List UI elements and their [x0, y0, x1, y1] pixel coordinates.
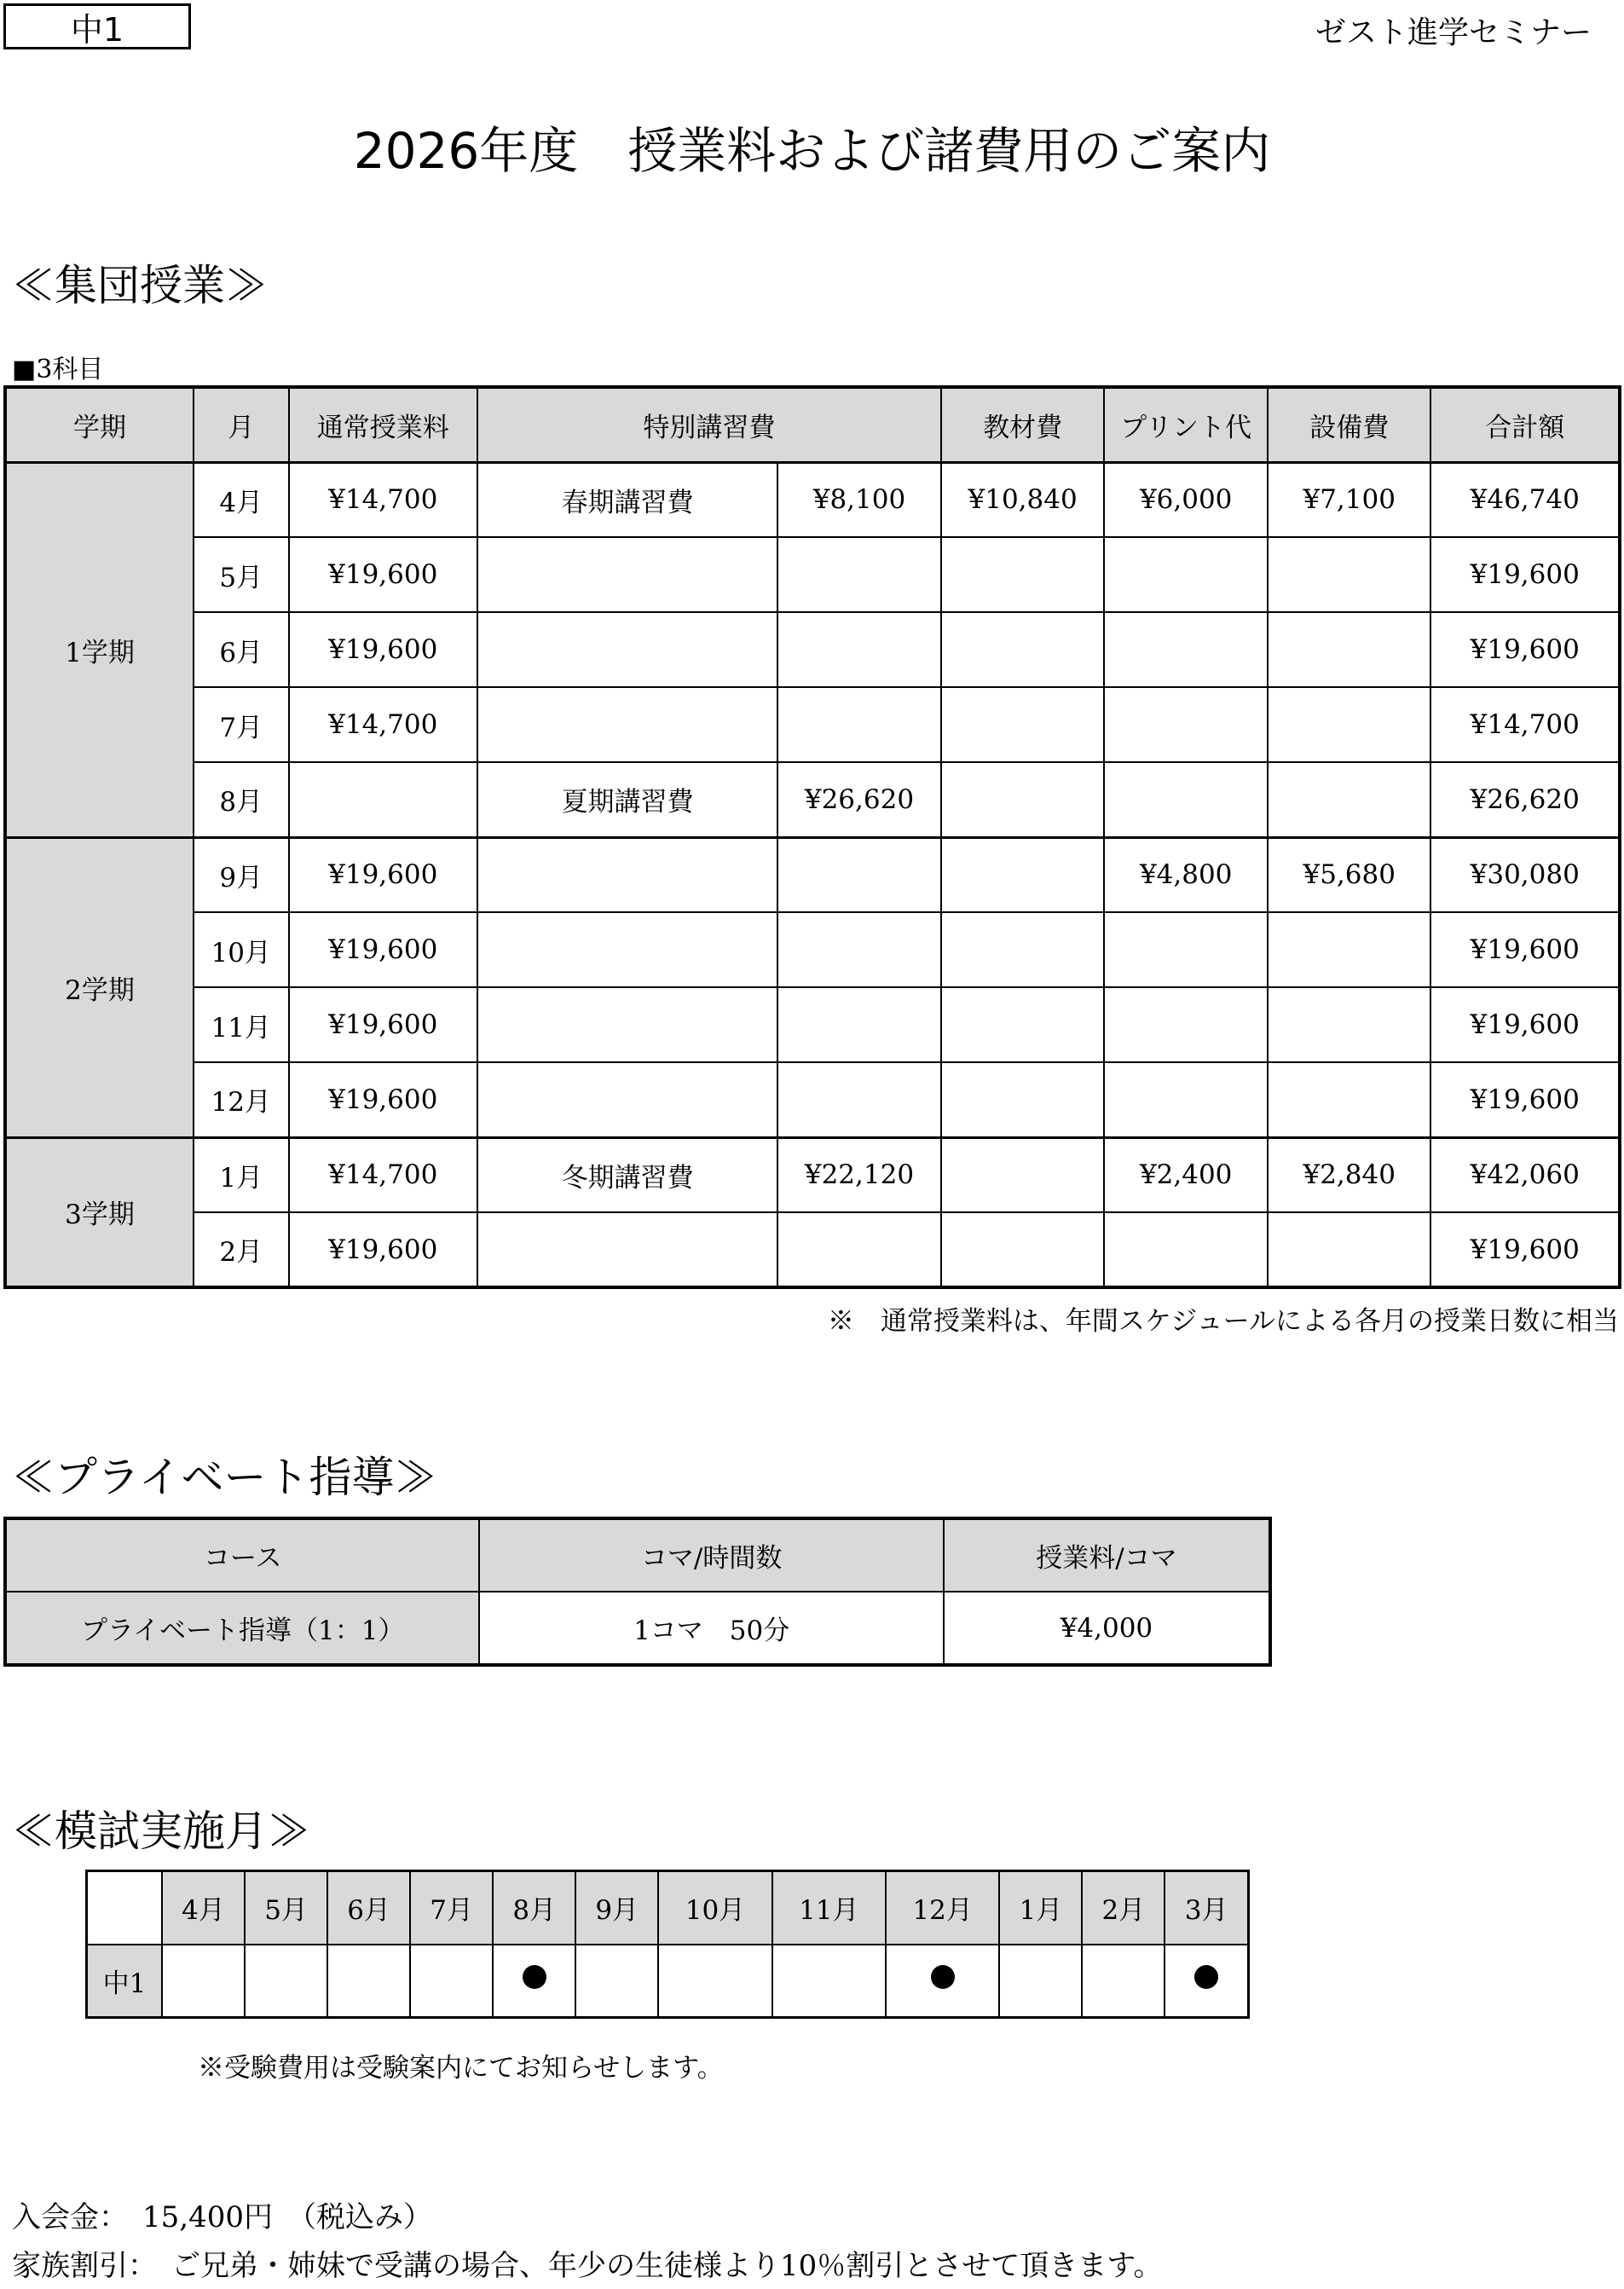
private-fee: ¥4,000: [944, 1592, 1270, 1665]
tuition-cell: ¥19,600: [289, 1062, 477, 1137]
facility-cell: [1268, 1212, 1431, 1287]
facility-cell: ¥2,840: [1268, 1137, 1431, 1212]
special-name-cell: 春期講習費: [477, 462, 777, 537]
brand-name: ゼスト進学セミナー: [1315, 15, 1592, 50]
tuition-cell: ¥14,700: [289, 1137, 477, 1212]
mock-month-cell: [1165, 1945, 1248, 2018]
month-cell: 7月: [194, 687, 289, 762]
total-cell: ¥19,600: [1430, 537, 1620, 612]
table-row: [5, 687, 1620, 762]
total-cell: ¥19,600: [1430, 612, 1620, 687]
tuition-cell: ¥14,700: [289, 687, 477, 762]
tuition-cell: ¥19,600: [289, 537, 477, 612]
col-total: 合計額: [1430, 387, 1620, 462]
table-row: [5, 1212, 1620, 1287]
facility-cell: [1268, 1062, 1431, 1137]
facility-cell: [1268, 762, 1431, 837]
table-row: [5, 462, 1620, 537]
month-cell: 4月: [194, 462, 289, 537]
private-section-heading: ≪プライベート指導≫: [12, 1453, 437, 1502]
tuition-cell: ¥14,700: [289, 462, 477, 537]
mock-month-cell: [886, 1945, 999, 2018]
special-fee-cell: [777, 1212, 941, 1287]
tuition-cell: ¥19,600: [289, 1212, 477, 1287]
group-section-heading: ≪集団授業≫: [12, 261, 268, 310]
month-cell: 9月: [194, 837, 289, 912]
mock-month-cell: [772, 1945, 886, 2018]
mock-month-header: 6月: [327, 1871, 410, 1945]
mock-note: ※受験費用は受験案内にてお知らせします。: [198, 2053, 724, 2084]
month-cell: 8月: [194, 762, 289, 837]
table-row: [5, 537, 1620, 612]
special-fee-cell: [777, 912, 941, 987]
col-term: 学期: [5, 387, 194, 462]
special-name-cell: [477, 537, 777, 612]
table-row: [5, 837, 1620, 912]
table-row: [5, 1062, 1620, 1137]
month-cell: 2月: [194, 1212, 289, 1287]
mock-row-label: 中1: [87, 1945, 163, 2018]
materials-cell: [941, 1212, 1105, 1287]
special-name-cell: [477, 837, 777, 912]
total-cell: ¥42,060: [1430, 1137, 1620, 1212]
private-fee-table: [3, 1517, 1272, 1667]
table-row: [5, 762, 1620, 837]
total-cell: ¥14,700: [1430, 687, 1620, 762]
mock-section-heading: ≪模試実施月≫: [12, 1806, 310, 1856]
mock-marked-dot-icon: [1194, 1965, 1218, 1989]
mock-month-header: 10月: [658, 1871, 772, 1945]
mock-exam-table: [85, 1870, 1250, 2019]
mock-marked-dot-icon: [523, 1965, 546, 1989]
print-cell: [1104, 912, 1268, 987]
total-cell: ¥19,600: [1430, 912, 1620, 987]
col-materials: 教材費: [941, 387, 1105, 462]
special-name-cell: 冬期講習費: [477, 1137, 777, 1212]
page-title: 2026年度 授業料および諸費用のご案内: [353, 122, 1271, 180]
col-tuition: 通常授業料: [289, 387, 477, 462]
special-name-cell: [477, 612, 777, 687]
special-fee-cell: ¥22,120: [777, 1137, 941, 1212]
mock-month-header: 2月: [1082, 1871, 1165, 1945]
mock-month-cell: [245, 1945, 327, 2018]
table-row: [5, 912, 1620, 987]
tuition-cell: ¥19,600: [289, 837, 477, 912]
special-fee-cell: [777, 1062, 941, 1137]
mock-month-header: 5月: [245, 1871, 327, 1945]
private-duration: 1コマ 50分: [479, 1592, 943, 1665]
month-cell: 5月: [194, 537, 289, 612]
special-fee-cell: [777, 687, 941, 762]
materials-cell: [941, 1137, 1105, 1212]
facility-cell: [1268, 537, 1431, 612]
print-cell: ¥4,800: [1104, 837, 1268, 912]
private-course: プライベート指導（1：1）: [5, 1592, 479, 1665]
print-cell: [1104, 987, 1268, 1062]
mock-month-header: 8月: [493, 1871, 575, 1945]
mock-month-header: 4月: [162, 1871, 245, 1945]
mock-month-cell: [410, 1945, 493, 2018]
group-subheading: ■3科目: [12, 355, 104, 384]
special-fee-cell: ¥26,620: [777, 762, 941, 837]
facility-cell: [1268, 612, 1431, 687]
mock-month-cell: [658, 1945, 772, 2018]
total-cell: ¥30,080: [1430, 837, 1620, 912]
group-note: ※ 通常授業料は、年間スケジュールによる各月の授業日数に相当: [827, 1306, 1619, 1337]
group-fee-table: [3, 385, 1621, 1289]
private-table-header: [5, 1518, 1270, 1592]
mock-month-cell: [999, 1945, 1082, 2018]
total-cell: ¥19,600: [1430, 1062, 1620, 1137]
facility-cell: [1268, 987, 1431, 1062]
special-name-cell: [477, 687, 777, 762]
table-row: [87, 1945, 1249, 2018]
mock-month-header: 1月: [999, 1871, 1082, 1945]
mock-month-header: 11月: [772, 1871, 886, 1945]
print-cell: [1104, 762, 1268, 837]
special-fee-cell: [777, 612, 941, 687]
total-cell: ¥26,620: [1430, 762, 1620, 837]
mock-month-cell: [327, 1945, 410, 2018]
mock-marked-dot-icon: [931, 1965, 955, 1989]
mock-month-header: 3月: [1165, 1871, 1248, 1945]
mock-month-header: 7月: [410, 1871, 493, 1945]
materials-cell: [941, 1062, 1105, 1137]
month-cell: 10月: [194, 912, 289, 987]
tuition-cell: ¥19,600: [289, 987, 477, 1062]
admission-fee: 入会金： 15,400円 （税込み）: [12, 2200, 432, 2234]
materials-cell: [941, 762, 1105, 837]
materials-cell: [941, 912, 1105, 987]
tuition-cell: [289, 762, 477, 837]
facility-cell: ¥7,100: [1268, 462, 1431, 537]
col-print: プリント代: [1104, 387, 1268, 462]
mock-table-header: [87, 1871, 1249, 1945]
print-cell: [1104, 1062, 1268, 1137]
table-row: [5, 612, 1620, 687]
col-course: コース: [5, 1518, 479, 1592]
materials-cell: [941, 987, 1105, 1062]
print-cell: [1104, 537, 1268, 612]
tuition-cell: ¥19,600: [289, 912, 477, 987]
group-table-header: [5, 387, 1620, 462]
materials-cell: ¥10,840: [941, 462, 1105, 537]
month-cell: 11月: [194, 987, 289, 1062]
term-cell: 3学期: [5, 1137, 194, 1287]
mock-month-header: 9月: [575, 1871, 658, 1945]
col-fee-per-slot: 授業料/コマ: [944, 1518, 1270, 1592]
facility-cell: [1268, 912, 1431, 987]
mock-corner-cell: [87, 1871, 163, 1945]
total-cell: ¥19,600: [1430, 987, 1620, 1062]
special-fee-cell: [777, 987, 941, 1062]
materials-cell: [941, 687, 1105, 762]
month-cell: 6月: [194, 612, 289, 687]
print-cell: ¥6,000: [1104, 462, 1268, 537]
col-special: 特別講習費: [477, 387, 941, 462]
col-duration: コマ/時間数: [479, 1518, 943, 1592]
mock-month-cell: [493, 1945, 575, 2018]
total-cell: ¥46,740: [1430, 462, 1620, 537]
month-cell: 12月: [194, 1062, 289, 1137]
print-cell: [1104, 1212, 1268, 1287]
table-row: [5, 987, 1620, 1062]
mock-month-cell: [575, 1945, 658, 2018]
table-row: [5, 1137, 1620, 1212]
col-facility: 設備費: [1268, 387, 1431, 462]
col-month: 月: [194, 387, 289, 462]
special-name-cell: [477, 1212, 777, 1287]
facility-cell: ¥5,680: [1268, 837, 1431, 912]
special-name-cell: [477, 987, 777, 1062]
print-cell: ¥2,400: [1104, 1137, 1268, 1212]
mock-month-cell: [162, 1945, 245, 2018]
special-name-cell: 夏期講習費: [477, 762, 777, 837]
table-row: [5, 1592, 1270, 1665]
term-cell: 1学期: [5, 462, 194, 837]
special-fee-cell: ¥8,100: [777, 462, 941, 537]
special-fee-cell: [777, 837, 941, 912]
materials-cell: [941, 837, 1105, 912]
special-name-cell: [477, 1062, 777, 1137]
term-cell: 2学期: [5, 837, 194, 1137]
materials-cell: [941, 537, 1105, 612]
special-fee-cell: [777, 537, 941, 612]
mock-month-cell: [1082, 1945, 1165, 2018]
print-cell: [1104, 612, 1268, 687]
print-cell: [1104, 687, 1268, 762]
materials-cell: [941, 612, 1105, 687]
special-name-cell: [477, 912, 777, 987]
tuition-cell: ¥19,600: [289, 612, 477, 687]
month-cell: 1月: [194, 1137, 289, 1212]
family-discount: 家族割引： ご兄弟・姉妹で受講の場合、年少の生徒様より10％割引とさせて頂きます。: [12, 2249, 1163, 2283]
grade-label: 中1: [3, 3, 191, 49]
total-cell: ¥19,600: [1430, 1212, 1620, 1287]
facility-cell: [1268, 687, 1431, 762]
mock-month-header: 12月: [886, 1871, 999, 1945]
